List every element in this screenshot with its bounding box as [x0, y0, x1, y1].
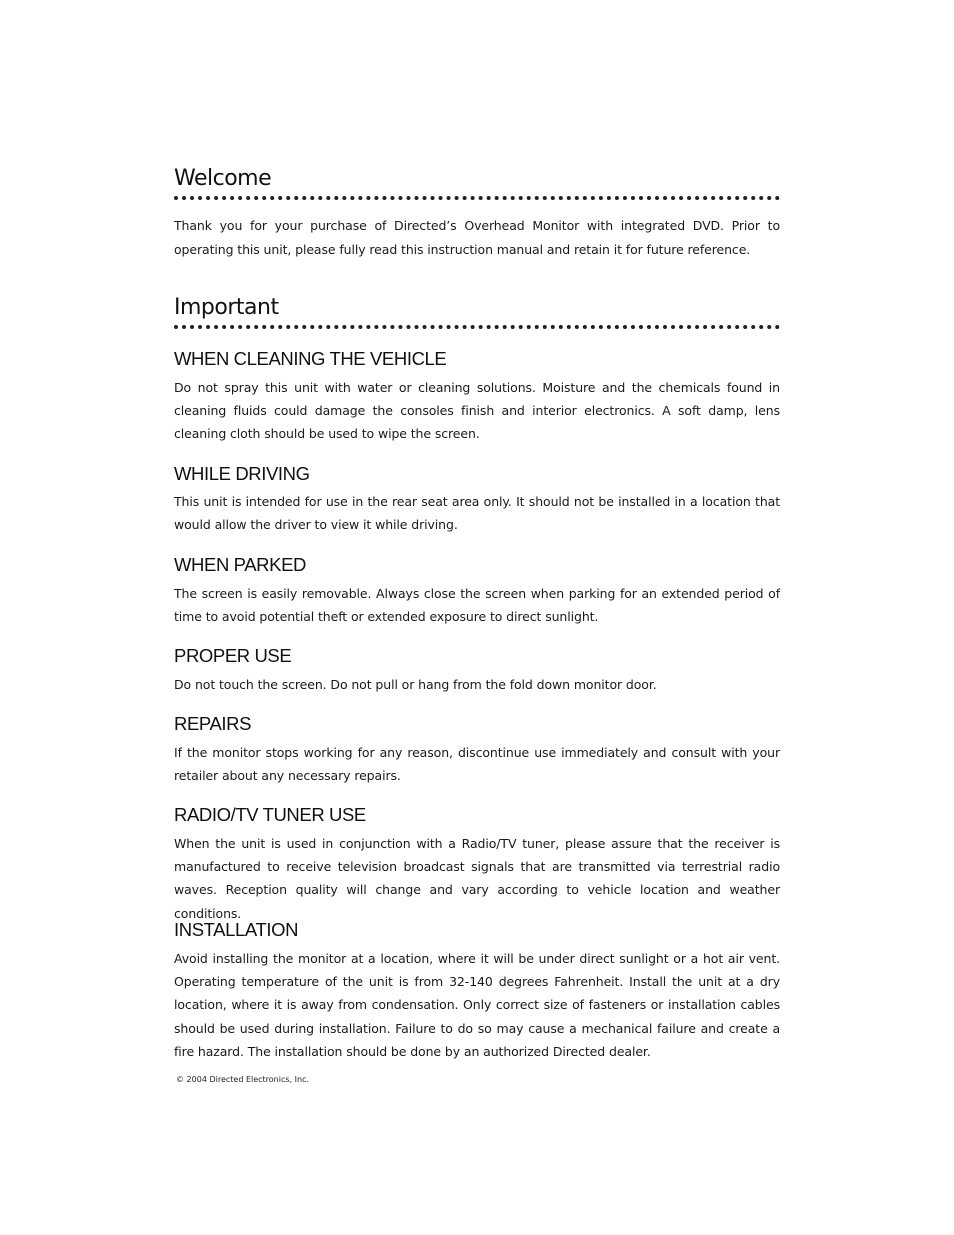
welcome-divider — [174, 196, 780, 200]
section-heading: REPAIRS — [174, 713, 252, 734]
section-heading: INSTALLATION — [174, 919, 299, 940]
welcome-section — [174, 166, 780, 261]
cleaning-section — [174, 347, 780, 446]
welcome-text: Thank you for your purchase of Directed’s Overhead Monitor with integrated DVD. Prior to operating this unit, please fully read this instruction manual and retain it for future reference. — [174, 218, 780, 257]
driving-section — [174, 462, 780, 536]
section-heading: WHILE DRIVING — [174, 463, 310, 484]
section-text: When the unit is used in conjunction with a Radio/TV tuner, please assure that the receiver is manufactured to receive television broadcast signals that are transmitted via terrestrial radio waves. Reception quality will change and vary according to vehicle location and weather conditions. — [174, 836, 780, 921]
parked-section — [174, 553, 780, 628]
copyright-notice: © 2004 Directed Electronics, Inc. — [176, 1075, 309, 1084]
welcome-title: Welcome — [174, 166, 272, 191]
section-text: The screen is easily removable. Always close the screen when parking for an extended period of time to avoid potential theft or extended exposure to direct sunlight. — [174, 586, 780, 625]
tuner-section — [174, 803, 780, 925]
section-text: Avoid installing the monitor at a location, where it will be under direct sunlight or a hot air vent. Operating temperature of the unit is from 32-140 degrees Fahrenheit. Install the unit at a dry location, where it is away from condensation. Only correct size of fasteners or installation cables should be used during installation. Failure to do so may cause a mechanical failure and create a fire hazard. The installation should be done by an authorized Directed dealer. — [174, 951, 780, 1059]
proper-use-section — [174, 644, 780, 696]
section-text: Do not spray this unit with water or cleaning solutions. Moisture and the chemicals found in cleaning fluids could damage the consoles finish and interior electronics. A soft damp, lens cleaning cloth should be used to wipe the screen. — [174, 380, 780, 442]
section-heading: PROPER USE — [174, 645, 292, 666]
repairs-section — [174, 712, 780, 787]
section-heading: RADIO/TV TUNER USE — [174, 804, 366, 825]
section-heading: WHEN CLEANING THE VEHICLE — [174, 348, 447, 369]
important-section — [174, 295, 780, 329]
section-text: If the monitor stops working for any reason, discontinue use immediately and consult with your retailer about any necessary repairs. — [174, 745, 780, 784]
section-text: Do not touch the screen. Do not pull or hang from the fold down monitor door. — [174, 677, 657, 692]
installation-section — [174, 918, 780, 1063]
section-heading: WHEN PARKED — [174, 554, 306, 575]
section-text: This unit is intended for use in the rear seat area only. It should not be installed in a location that would allow the driver to view it while driving. — [174, 494, 780, 533]
important-title: Important — [174, 295, 279, 320]
important-divider — [174, 325, 780, 329]
